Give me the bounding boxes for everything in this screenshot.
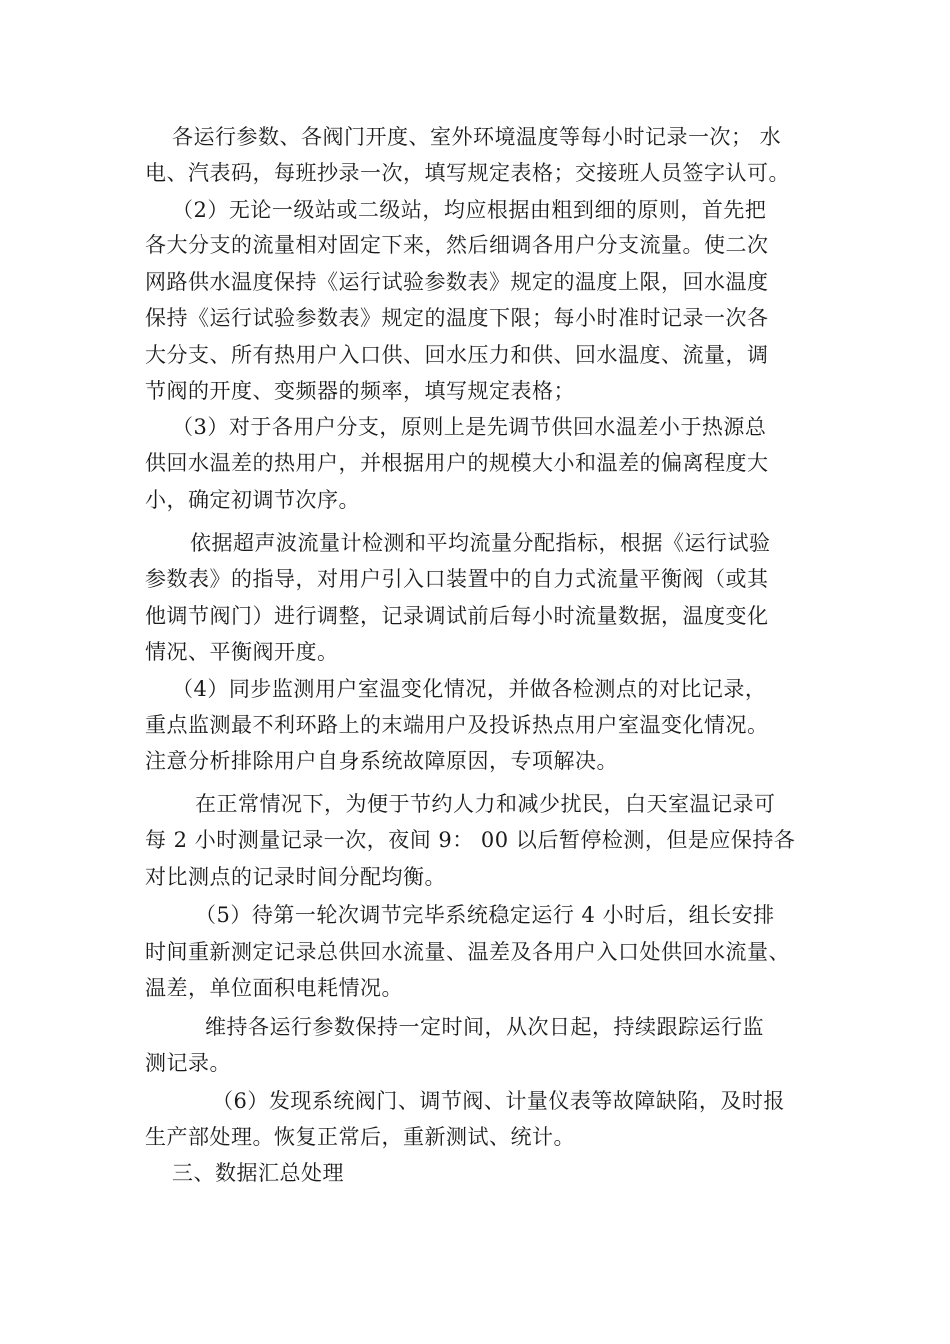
text-line: （3）对于各用户分支，原则上是先调节供回水温差小于热源总 <box>172 415 767 439</box>
text-line: 温差，单位面积电耗情况。 <box>145 976 403 1000</box>
text-line: 在正常情况下，为便于节约人力和减少扰民，白天室温记录可 <box>195 792 776 816</box>
text-line: 时间重新测定记录总供回水流量、温差及各用户入口处供回水流量、 <box>145 940 790 964</box>
text-line: （2）无论一级站或二级站，均应根据由粗到细的原则，首先把 <box>172 198 767 222</box>
text-line: 依据超声波流量计检测和平均流量分配指标，根据《运行试验 <box>190 531 771 555</box>
text-line: 注意分析排除用户自身系统故障原因，专项解决。 <box>145 749 618 773</box>
text-line: 情况、平衡阀开度。 <box>145 640 339 664</box>
text-line: 维持各运行参数保持一定时间，从次日起，持续跟踪运行监 <box>205 1015 764 1039</box>
text-line: 保持《运行试验参数表》规定的温度下限；每小时准时记录一次各 <box>145 306 769 330</box>
text-line: 小，确定初调节次序。 <box>145 488 360 512</box>
text-line: 节阀的开度、变频器的频率，填写规定表格； <box>145 379 575 403</box>
text-line: 大分支、所有热用户入口供、回水压力和供、回水温度、流量，调 <box>145 343 769 367</box>
text-line: （5）待第一轮次调节完毕系统稳定运行 4 小时后，组长安排 <box>195 903 775 927</box>
text-line: 各运行参数、各阀门开度、室外环境温度等每小时记录一次； 水 <box>172 125 782 149</box>
text-line: 电、汽表码，每班抄录一次，填写规定表格；交接班人员签字认可。 <box>145 161 790 185</box>
text-line: 三、数据汇总处理 <box>172 1161 344 1185</box>
text-line: 各大分支的流量相对固定下来，然后细调各用户分支流量。使二次 <box>145 233 769 257</box>
text-line: 网路供水温度保持《运行试验参数表》规定的温度上限，回水温度 <box>145 270 769 294</box>
text-line: 测记录。 <box>145 1051 231 1075</box>
text-line: 对比测点的记录时间分配均衡。 <box>145 865 446 889</box>
text-line: 他调节阀门）进行调整，记录调试前后每小时流量数据，温度变化 <box>145 604 769 628</box>
text-line: 参数表》的指导，对用户引入口装置中的自力式流量平衡阀（或其 <box>145 567 769 591</box>
text-line: （6）发现系统阀门、调节阀、计量仪表等故障缺陷，及时报 <box>212 1089 785 1113</box>
text-line: （4）同步监测用户室温变化情况，并做各检测点的对比记录， <box>172 677 767 701</box>
text-line: 重点监测最不利环路上的末端用户及投诉热点用户室温变化情况。 <box>145 713 769 737</box>
text-line: 每 2 小时测量记录一次，夜间 9： 00 以后暂停检测，但是应保持各 <box>145 828 796 852</box>
text-line: 生产部处理。恢复正常后，重新测试、统计。 <box>145 1125 575 1149</box>
text-line: 供回水温差的热用户，并根据用户的规模大小和温差的偏离程度大 <box>145 451 769 475</box>
